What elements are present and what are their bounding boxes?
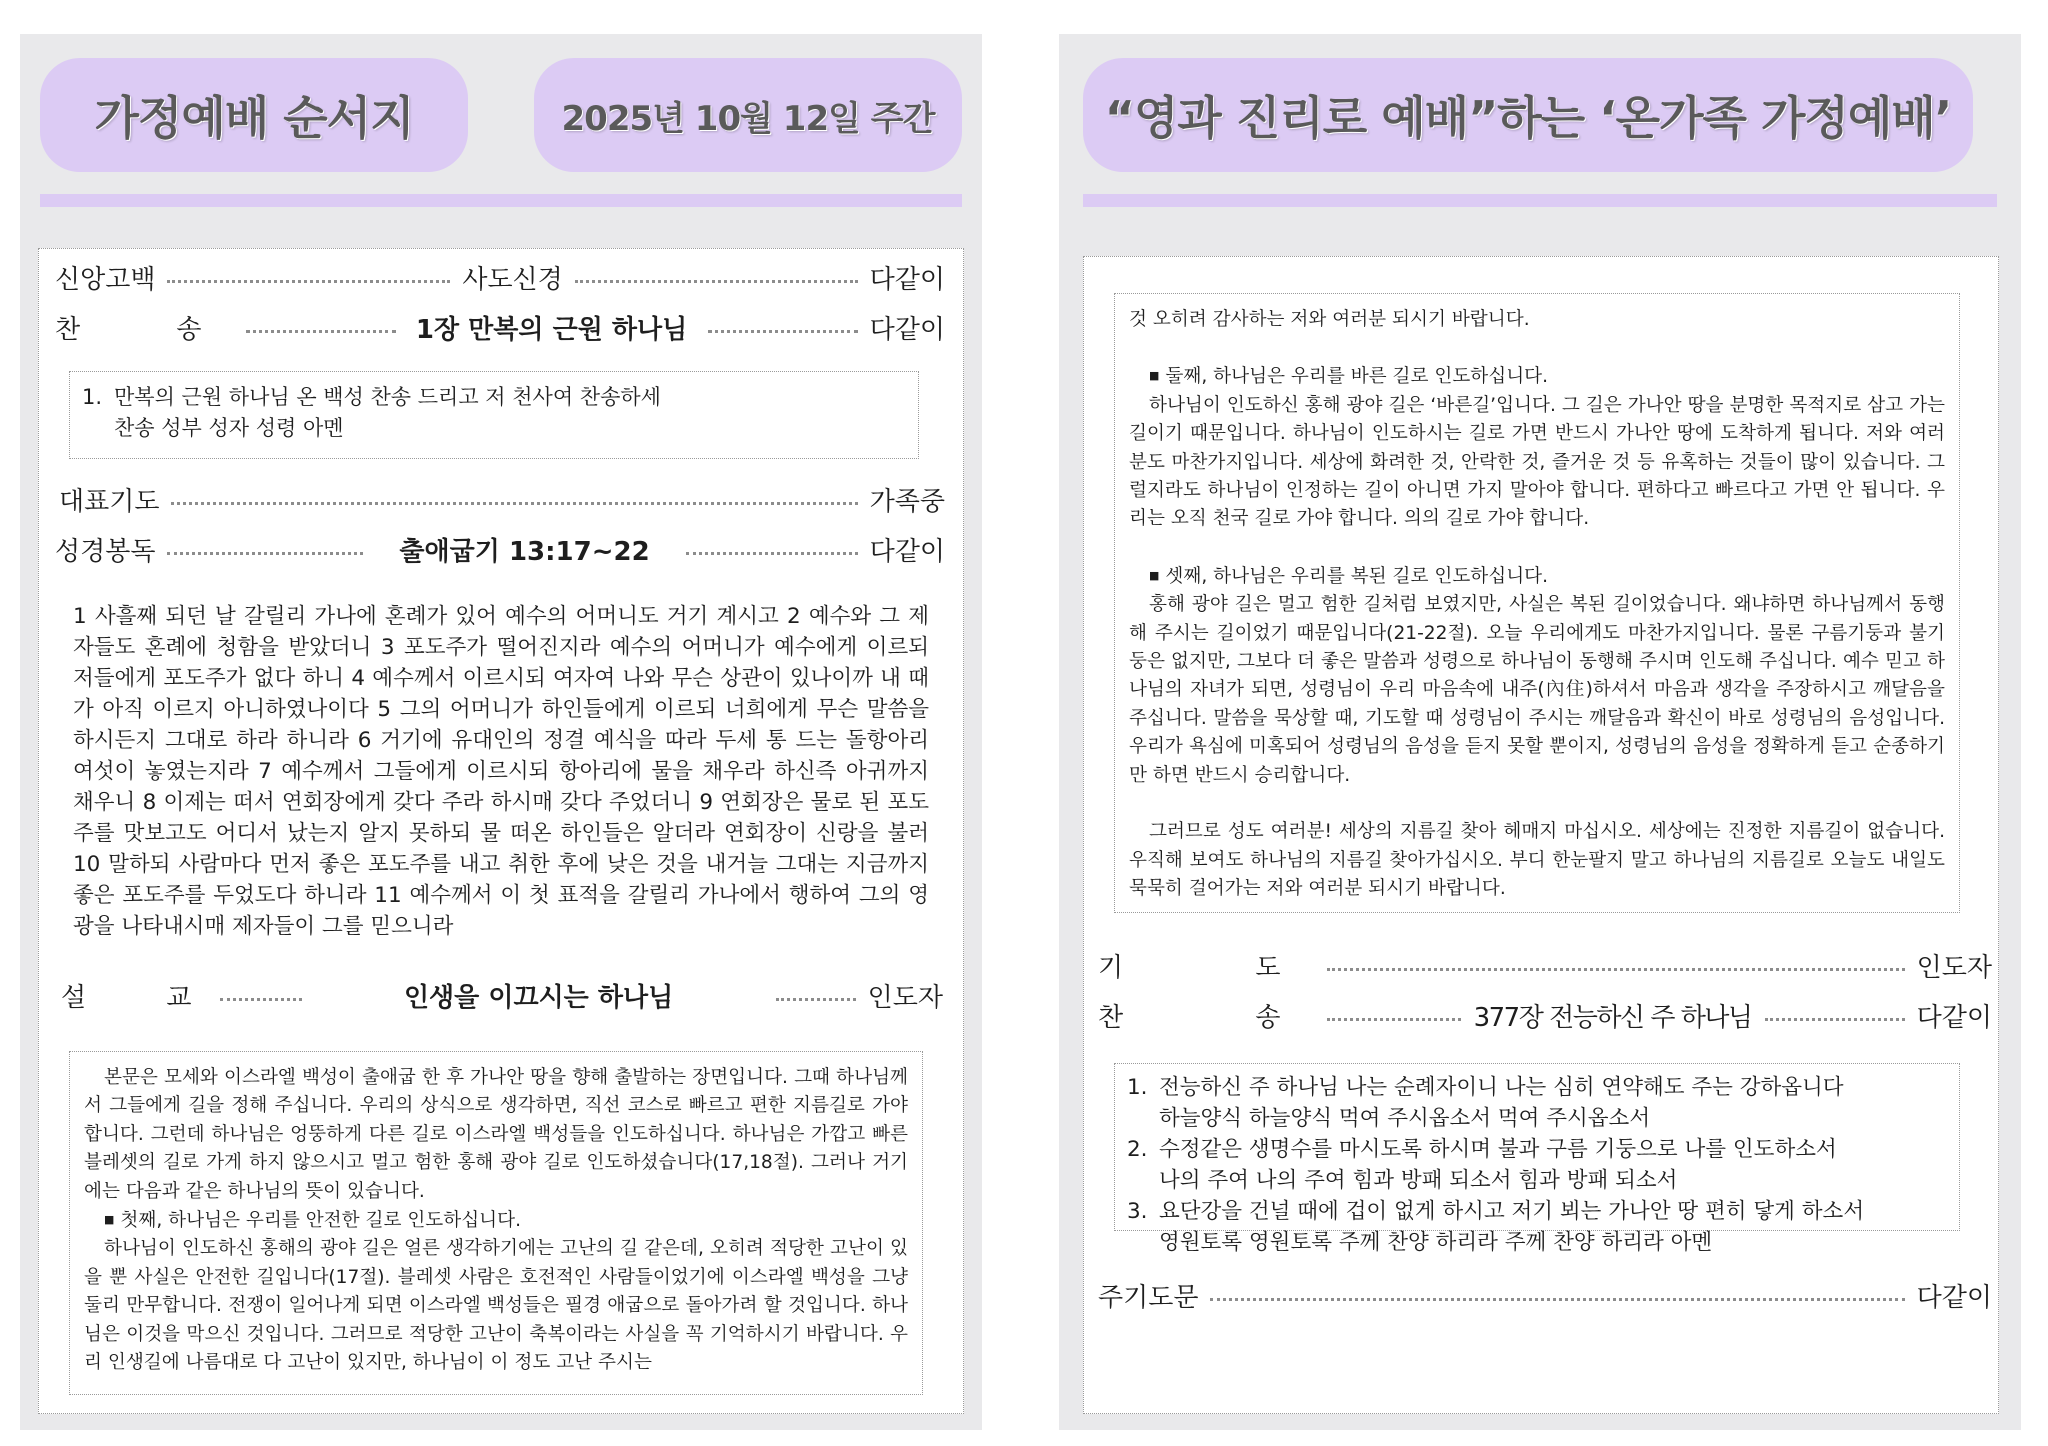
leader-dots <box>575 280 858 283</box>
sermon-point: ■ 둘째, 하나님은 우리를 바른 길로 인도하십니다. <box>1129 362 1945 391</box>
lords-prayer-who: 다같이 <box>1916 1282 1992 1313</box>
prayer2-label: 기 도 <box>1098 952 1343 983</box>
header-divider <box>40 194 962 207</box>
verse-number: 3. <box>1127 1199 1148 1224</box>
scripture-text: 1 사흘째 되던 날 갈릴리 가나에 혼례가 있어 예수의 어머니도 거기 계시고 2 예수와 그 제자들도 혼례에 청함을 받았더니 3 포도주가 떨어진지라 예수의 어머니가 예수에게 이르되 저들에게 포도주가 없다 하니 4 예수께서 이르시되 여자여 나와 무슨 상관이 있나이까 내 때가 아직 이르지 아니하였나이다 5 그의 어머니가 하인들에게 이르되 너희에게 무슨 말씀을 하시든지 그대로 하라 하니라 6 거기에 유대인의 정결 예식을 따라 두세 통 드는 돌항아리 여섯이 놓였는지라 7 예수께서 그들에게 이르시되 항아리에 물을 채우라 하신즉 아귀까지 채우니 8 이제는 떠서 연회장에게 갖다 주라 하시매 갖다 주었더니 9 연회장은 물로 된 포도주를 맛보고도 어디서 났는지 알지 못하되 물 떠온 하인들은 알더라 연회장이 신랑을 불러 10 말하되 사람마다 먼저 좋은 포도주를 내고 취한 후에 낮은 것을 내거늘 그대는 지금까지 좋은 포도주를 두었도다 하니라 11 예수께서 이 첫 표적을 갈릴리 가나에서 행하여 그의 영광을 나타내시매 제자들이 그를 믿으니라 <box>73 604 929 939</box>
leader-dots <box>1210 1298 1904 1301</box>
hymn2-label: 찬 송 <box>1098 1002 1343 1033</box>
reading-title: 출애굽기 13:17~22 <box>399 536 650 567</box>
left-page <box>20 34 982 1430</box>
prayer-who: 가족중 <box>869 486 945 517</box>
leader-dots <box>171 502 857 505</box>
creed-label: 신앙고백 <box>55 264 156 295</box>
verse-number: 1. <box>82 385 103 409</box>
creed-who: 다같이 <box>869 264 946 295</box>
sermon-row <box>61 975 943 1015</box>
sermon-who: 인도자 <box>867 982 943 1013</box>
hymn2-verse <box>1127 1196 1947 1258</box>
hymn2-verse <box>1127 1134 1947 1196</box>
creed-title: 사도신경 <box>462 264 563 295</box>
verse-line: 하늘양식 하늘양식 먹여 주시옵소서 먹여 주시옵소서 <box>1159 1106 1651 1131</box>
right-page <box>1059 34 2021 1430</box>
hymn2-row <box>1098 995 1992 1035</box>
hymn1-title: 1장 만복의 근원 하나님 <box>415 314 688 345</box>
date-pill <box>534 58 962 172</box>
theme-title: “영과 진리로 예배”하는 ‘온가족 가정예배’ <box>1104 91 1952 145</box>
sermon-title: 인생을 이끄시는 하나님 <box>403 982 674 1013</box>
sermon-point: ■ 첫째, 하나님은 우리를 안전한 길로 인도하십니다. <box>84 1206 908 1235</box>
prayer-label: 대표기도 <box>59 486 160 517</box>
leader-dots <box>167 552 363 555</box>
sermon-paragraph: 하나님이 인도하신 홍해의 광야 길은 얼른 생각하기에는 고난의 길 같은데, 오히려 적당한 고난이 있을 뿐 사실은 안전한 길입니다(17절). 블레셋 사람은 호전적인 사람들이었기에 이스라엘 백성을 그냥 둘리 만무합니다. 전쟁이 일어나게 되면 이스라엘 백성들은 필경 애굽으로 돌아가려 할 것입니다. 하나님은 이것을 막으신 것입니다. 그러므로 적당한 고난이 축복이라는 사실을 꼭 기억하시기 바랍니다. 우리 인생길에 나름대로 다 고난이 있지만, 하나님이 이 정도 고난 주시는 <box>84 1238 908 1374</box>
prayer2-row <box>1098 945 1992 985</box>
hymn1-lyrics-box <box>69 371 919 459</box>
verse-line: 전능하신 주 하나님 나는 순례자이니 나는 심히 연약해도 주는 강하옵니다 <box>1159 1075 1844 1100</box>
sermon-point: ■ 셋째, 하나님은 우리를 복된 길로 인도하십니다. <box>1129 562 1945 591</box>
leader-dots <box>1765 1018 1905 1021</box>
prayer-row <box>59 479 945 519</box>
verse-line: 요단강을 건널 때에 겁이 없게 하시고 저기 뵈는 가나안 땅 편히 닿게 하소서 <box>1159 1199 1865 1224</box>
verse-line: 수정같은 생명수를 마시도록 하시며 불과 구름 기둥으로 나를 인도하소서 <box>1159 1137 1837 1162</box>
prayer2-who: 인도자 <box>1916 952 1992 983</box>
leader-dots <box>1327 1018 1461 1021</box>
reading-label: 성경봉독 <box>55 536 156 567</box>
sermon-box <box>69 1051 923 1395</box>
hymn2-who: 다같이 <box>1916 1002 1992 1033</box>
hymn2-verse <box>1127 1072 1947 1134</box>
hymn2-title: 377장 전능하신 주 하나님 <box>1473 1002 1752 1033</box>
header-divider <box>1083 194 1997 207</box>
reading-row <box>55 529 945 569</box>
leader-dots <box>1327 968 1905 971</box>
lords-prayer-row <box>1098 1275 1992 1315</box>
verse-line: 영원토록 영원토록 주께 찬양 하리라 주께 찬양 하리라 아멘 <box>1159 1230 1713 1255</box>
hymn1-row <box>55 307 945 347</box>
verse-number: 1. <box>1127 1075 1148 1100</box>
verse-number: 2. <box>1127 1137 1148 1162</box>
leader-dots <box>708 330 858 333</box>
verse-line: 만복의 근원 하나님 온 백성 찬송 드리고 저 천사여 찬송하세 <box>114 385 661 409</box>
leader-dots <box>246 330 396 333</box>
leader-dots <box>776 998 856 1001</box>
worship-title-pill <box>40 58 468 172</box>
reading-who: 다같이 <box>869 536 945 567</box>
sermon-continued-box <box>1114 293 1960 913</box>
leader-dots <box>167 280 450 283</box>
worship-date: 2025년 10월 12일 주간 <box>561 98 935 139</box>
leader-dots <box>686 552 858 555</box>
creed-row <box>55 257 945 297</box>
order-card <box>38 248 964 1414</box>
sermon-paragraph: 하나님이 인도하신 홍해 광야 길은 ‘바른길’입니다. 그 길은 가나안 땅을 분명한 목적지로 삼고 가는 길이기 때문입니다. 하나님이 인도하시는 길로 가면 반드시 가나안 땅에 도착하게 됩니다. 저와 여러분도 마찬가지입니다. 세상에 화려한 것, 안락한 것, 즐거운 것 등 유혹하는 것들이 많이 있습니다. 그럴지라도 하나님이 인정하는 길이 아니면 가지 말아야 합니다. 편하다고 빠르다고 가면 안 됩니다. 우리는 오직 천국 길로 가야 합니다. 의의 길로 가야 합니다. <box>1129 394 1945 530</box>
theme-title-pill <box>1083 58 1973 172</box>
worship-title: 가정예배 순서지 <box>94 91 414 145</box>
order-card-continued <box>1083 256 1999 1414</box>
hymn2-lyrics-box <box>1114 1063 1960 1255</box>
hymn1-who: 다같이 <box>869 314 945 345</box>
leader-dots <box>220 998 302 1001</box>
lords-prayer-label: 주기도문 <box>1098 1282 1199 1313</box>
hymn1-verse <box>82 382 906 444</box>
verse-line: 찬송 성부 성자 성령 아멘 <box>114 416 344 440</box>
sermon-paragraph: 그러므로 성도 여러분! 세상의 지름길 찾아 헤매지 마십시오. 세상에는 진정한 지름길이 없습니다. 우직해 보여도 하나님의 지름길 찾아가십시오. 부디 한눈팔지 말고 하나님의 지름길로 오늘도 내일도 묵묵히 걸어가는 저와 여러분 되시기 바랍니다. <box>1129 821 1945 899</box>
sermon-paragraph: 홍해 광야 길은 멀고 험한 길처럼 보였지만, 사실은 복된 길이었습니다. 왜냐하면 하나님께서 동행해 주시는 길이었기 때문입니다(21-22절). 오늘 우리에게도 마찬가지입니다. 물론 구름기둥과 불기둥은 없지만, 그보다 더 좋은 말씀과 성령으로 하나님이 동행해 주시며 인도해 주십니다. 예수 믿고 하나님의 자녀가 되면, 성령님이 우리 마음속에 내주(內住)하셔서 마음과 생각을 주장하시고 깨달음을 주십니다. 말씀을 묵상할 때, 기도할 때 성령님이 주시는 깨달음과 확신이 바로 성령님의 음성입니다. 우리가 욕심에 미혹되어 성령님의 음성을 듣지 못할 뿐이지, 성령님의 음성을 정확하게 듣고 순종하기만 하면 반드시 승리합니다. <box>1129 594 1945 786</box>
hymn1-label: 찬 송 <box>55 314 246 345</box>
sermon-label: 설 교 <box>61 982 228 1013</box>
verse-line: 나의 주여 나의 주여 힘과 방패 되소서 힘과 방패 되소서 <box>1159 1168 1678 1193</box>
sermon-paragraph: 본문은 모세와 이스라엘 백성이 출애굽 한 후 가나안 땅을 향해 출발하는 장면입니다. 그때 하나님께서 그들에게 길을 정해 주십니다. 우리의 상식으로 생각하면, 직선 코스로 빠르고 편한 지름길로 가야 합니다. 그런데 하나님은 엉뚱하게 다른 길로 이스라엘 백성들을 인도하십니다. 하나님은 가깝고 빠른 블레셋의 길로 가게 하지 않으시고 멀고 험한 홍해 광야 길로 인도하셨습니다(17,18절). 그러나 거기에는 다음과 같은 하나님의 뜻이 있습니다. <box>84 1067 908 1202</box>
sermon-paragraph: 것 오히려 감사하는 저와 여러분 되시기 바랍니다. <box>1129 309 1530 330</box>
